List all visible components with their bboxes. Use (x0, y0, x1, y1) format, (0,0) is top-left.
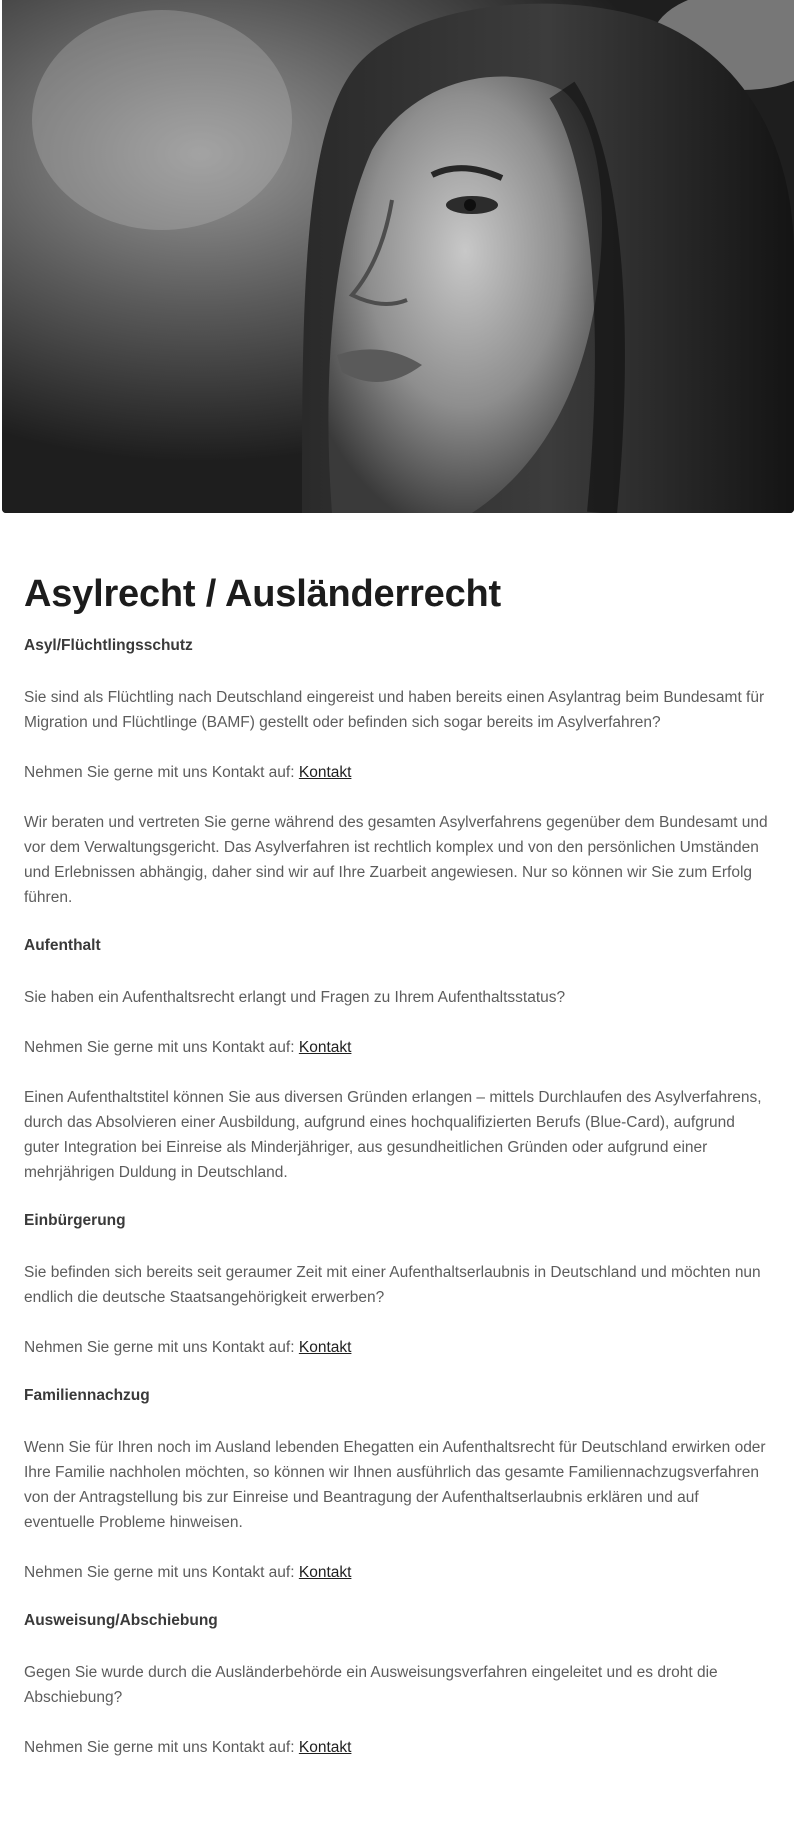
section-ausweisung (24, 1610, 772, 1760)
contact-prefix: Nehmen Sie gerne mit uns Kontakt auf: (24, 1739, 299, 1756)
contact-prefix: Nehmen Sie gerne mit uns Kontakt auf: (24, 1339, 299, 1356)
contact-prefix: Nehmen Sie gerne mit uns Kontakt auf: (24, 764, 299, 781)
section-familiennachzug (24, 1385, 772, 1585)
portrait-photo (2, 0, 794, 513)
hero-image (2, 0, 794, 513)
section-asyl (24, 635, 772, 910)
contact-prefix: Nehmen Sie gerne mit uns Kontakt auf: (24, 1564, 299, 1581)
section-paragraph: Sie befinden sich bereits seit geraumer Zeit mit einer Aufenthaltserlaubnis in Deutschland und möchten nun endlich die deutsche Staatsangehörigkeit erwerben? (24, 1264, 761, 1306)
main-content (0, 513, 800, 1760)
section-paragraph: Sie haben ein Aufenthaltsrecht erlangt und Fragen zu Ihrem Aufenthaltsstatus? (24, 989, 566, 1006)
contact-line (24, 1335, 772, 1360)
section-heading: Einbürgerung (24, 1212, 126, 1229)
contact-link[interactable]: Kontakt (298, 1564, 352, 1581)
contact-line (24, 1035, 772, 1060)
page-title: Asylrecht / Ausländerrecht (24, 573, 501, 615)
contact-line (24, 760, 772, 785)
contact-line (24, 1735, 772, 1760)
section-heading: Asyl/Flüchtlingsschutz (24, 637, 193, 654)
section-heading: Familiennachzug (24, 1387, 150, 1404)
contact-prefix: Nehmen Sie gerne mit uns Kontakt auf: (24, 1039, 299, 1056)
section-paragraph: Wenn Sie für Ihren noch im Ausland lebenden Ehegatten ein Aufenthaltsrecht für Deutschland erwirken oder Ihre Familie nachholen möchten, so können wir Ihnen ausführlich das gesamte Familiennachzugsverfahren von der Antragstellung bis zur Einreise und Beantragung der Aufenthaltserlaubnis erklären und auf eventuelle Probleme hinweisen. (24, 1439, 766, 1531)
section-heading: Aufenthalt (24, 937, 101, 954)
section-paragraph: Wir beraten und vertreten Sie gerne während des gesamten Asylverfahrens gegenüber dem Bundesamt und vor dem Verwaltungsgericht. Das Asylverfahren ist rechtlich komplex und von den persönlichen Umständen und Erlebnissen abhängig, daher sind wir auf Ihre Zuarbeit angewiesen. Nur so können wir Sie zum Erfolg führen. (24, 814, 768, 906)
section-aufenthalt (24, 935, 772, 1185)
contact-link[interactable]: Kontakt (298, 1339, 352, 1356)
contact-link[interactable]: Kontakt (298, 764, 352, 781)
contact-link[interactable]: Kontakt (298, 1039, 352, 1056)
section-heading: Ausweisung/Abschiebung (24, 1612, 218, 1629)
contact-link[interactable]: Kontakt (298, 1739, 352, 1756)
section-paragraph: Gegen Sie wurde durch die Ausländerbehörde ein Ausweisungsverfahren eingeleitet und es droht die Abschiebung? (24, 1664, 718, 1706)
section-paragraph: Sie sind als Flüchtling nach Deutschland eingereist und haben bereits einen Asylantrag beim Bundesamt für Migration und Flüchtlinge (BAMF) gestellt oder befinden sich sogar bereits im Asylverfahren? (24, 689, 765, 731)
section-paragraph: Einen Aufenthaltstitel können Sie aus diversen Gründen erlangen – mittels Durchlaufen des Asylverfahrens, durch das Absolvieren einer Ausbildung, aufgrund eines hochqualifizierten Berufs (Blue-Card), aufgrund guter Integration bei Einreise als Minderjähriger, aus gesundheitlichen Gründen oder aufgrund einer mehrjährigen Duldung in Deutschland. (24, 1089, 762, 1181)
contact-line (24, 1560, 772, 1585)
section-einbuergerung (24, 1210, 772, 1360)
